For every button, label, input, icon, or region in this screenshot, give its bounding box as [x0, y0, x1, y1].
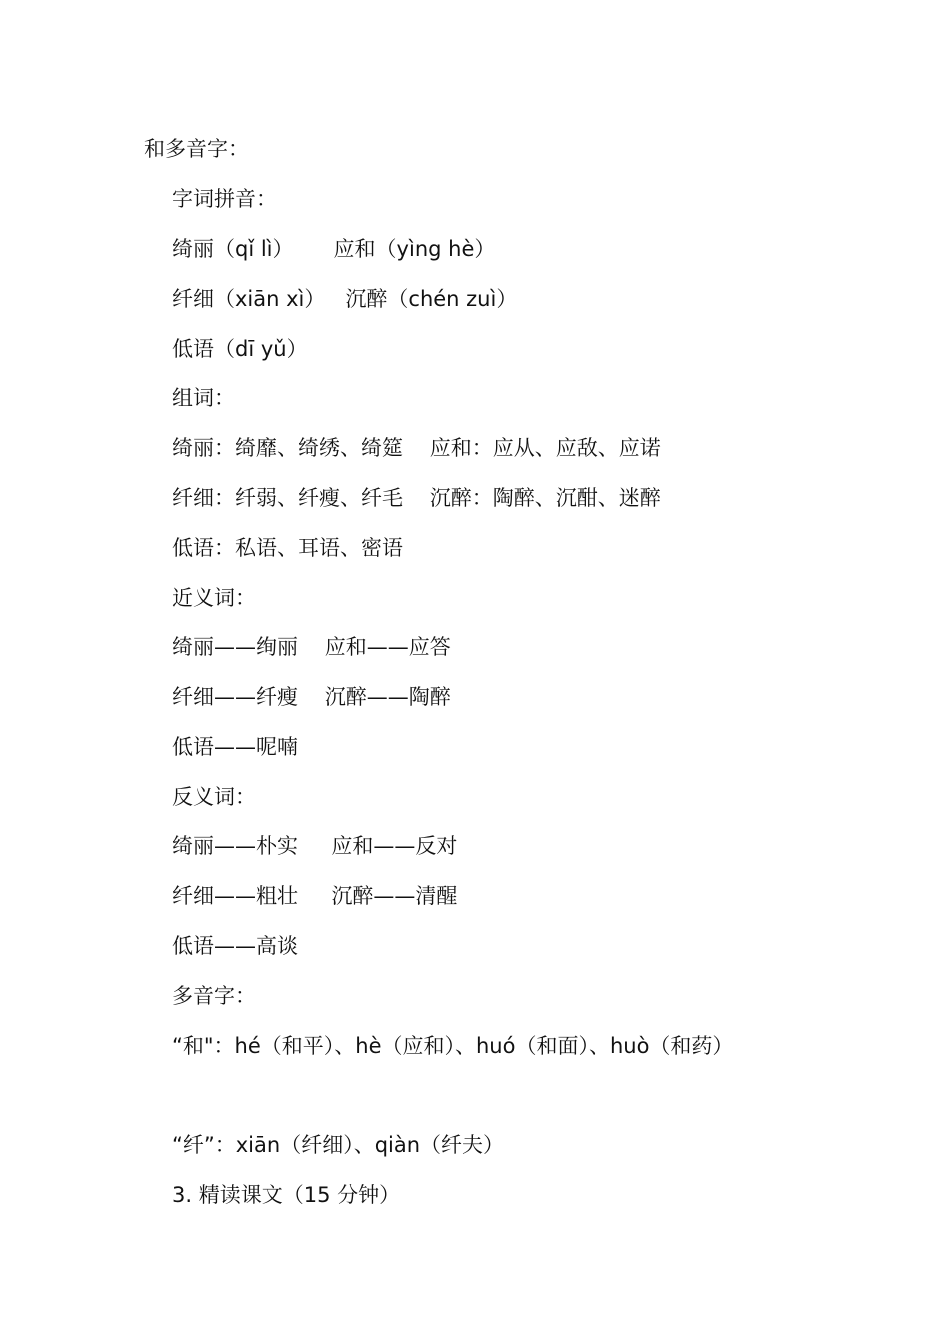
word-group-line-3: 低语：私语、耳语、密语 — [172, 536, 403, 560]
synonym-line-1: 绮丽——绚丽 应和——应答 — [172, 635, 451, 659]
pinyin-line-3: 低语（dī yǔ） — [172, 337, 308, 361]
section-heading-polyphones: 和多音字： — [144, 137, 249, 161]
heading-word-groups: 组词： — [172, 386, 235, 410]
antonym-line-2: 纤细——粗壮 沉醉——清醒 — [172, 884, 458, 908]
heading-pinyin: 字词拼音： — [172, 187, 277, 211]
polyphone-line-he: “和"：hé（和平）、hè（应和）、huó（和面）、huò（和药） — [172, 1034, 734, 1058]
polyphone-line-qian: “纤”：xiān（纤细）、qiàn（纤夫） — [172, 1133, 505, 1157]
word-group-line-2: 纤细：纤弱、纤瘦、纤毛 沉醉：陶醉、沉酣、迷醉 — [172, 486, 661, 510]
antonym-line-3: 低语——高谈 — [172, 934, 298, 958]
heading-polyphones: 多音字： — [172, 984, 256, 1008]
word-group-line-1: 绮丽：绮靡、绮绣、绮筵 应和：应从、应敌、应诺 — [172, 436, 661, 460]
heading-synonyms: 近义词： — [172, 586, 256, 610]
pinyin-line-2: 纤细（xiān xì） 沉醉（chén zuì） — [172, 287, 518, 311]
synonym-line-3: 低语——呢喃 — [172, 735, 298, 759]
section-heading-close-reading: 3. 精读课文（15 分钟） — [172, 1183, 401, 1207]
antonym-line-1: 绮丽——朴实 应和——反对 — [172, 834, 458, 858]
synonym-line-2: 纤细——纤瘦 沉醉——陶醉 — [172, 685, 451, 709]
pinyin-line-1: 绮丽（qǐ lì） 应和（yìng hè） — [172, 237, 496, 261]
heading-antonyms: 反义词： — [172, 785, 256, 809]
